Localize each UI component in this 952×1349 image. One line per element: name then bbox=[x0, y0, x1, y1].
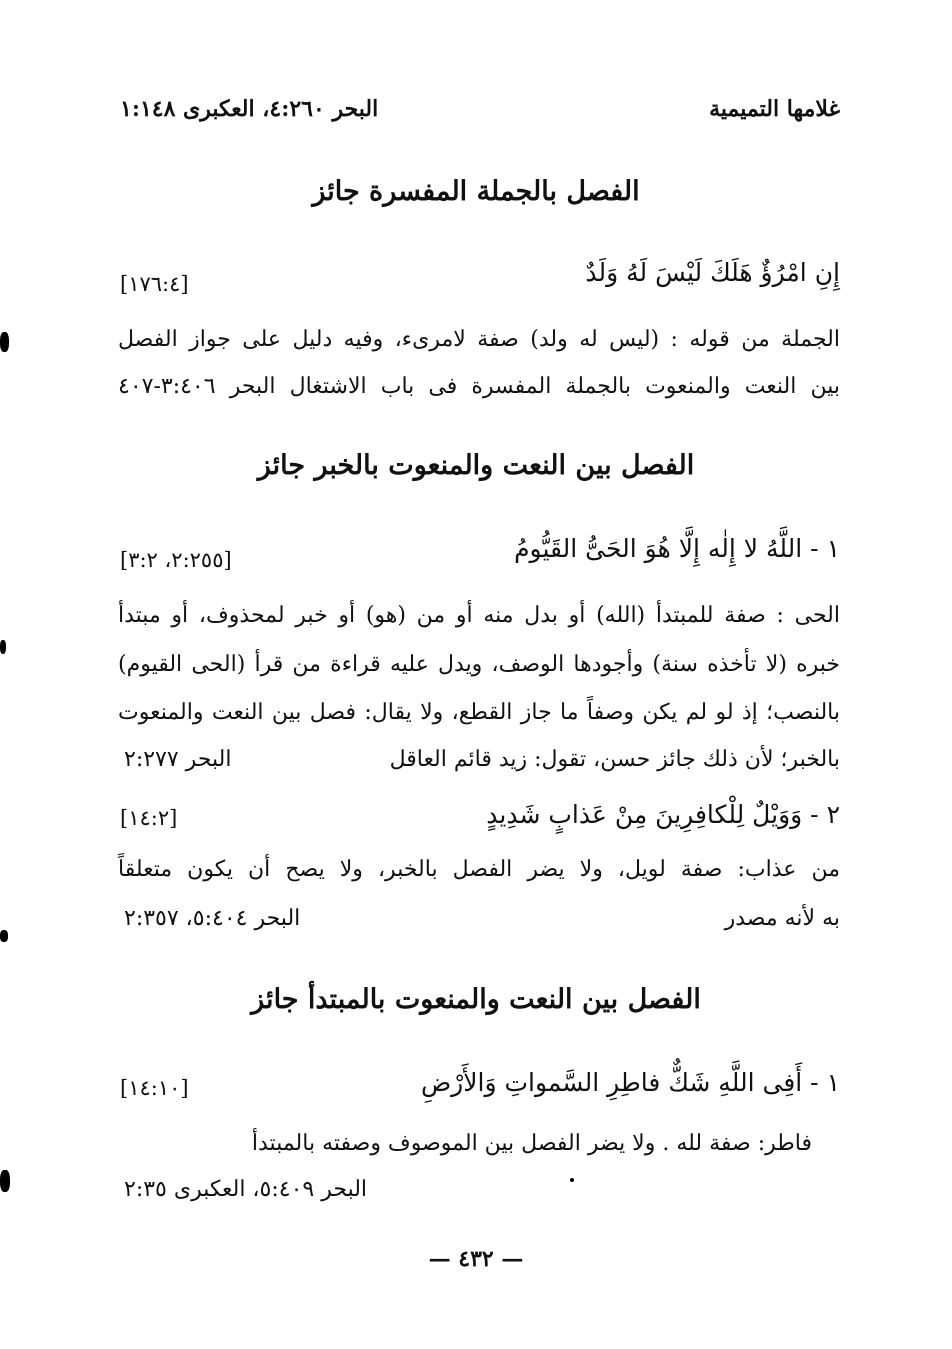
commentary-line: الحى : صفة للمبتدأ (الله) أو بدل منه أو من (هو) أو خبر لمحذوف، أو مبتدأ bbox=[118, 603, 840, 628]
section-title: الفصل بين النعت والمنعوت بالخبر جائز bbox=[257, 450, 695, 481]
commentary-line: به لأنه مصدر bbox=[724, 906, 840, 931]
scan-artifact bbox=[0, 930, 8, 942]
section-title: الفصل بين النعت والمنعوت بالمبتدأ جائز bbox=[251, 984, 701, 1015]
commentary-line: فاطر: صفة لله . ولا يضر الفصل بين الموصوف وصفته بالمبتدأ bbox=[251, 1131, 812, 1156]
verse: ١ - أَفِى اللَّهِ شَكٌّ فاطِرِ السَّمواتِ وَالأَرْضِ bbox=[420, 1068, 840, 1097]
commentary-line: من عذاب: صفة لويل، ولا يضر الفصل بالخبر، ولا يصح أن يكون متعلقاً bbox=[118, 857, 840, 882]
header-reference: البحر ٤:٢٦٠، العكبرى ١:١٤٨ bbox=[120, 96, 379, 122]
verse: ١ - اللَّهُ لا إِلٰه إِلَّا هُوَ الحَىُّ القَيُّومُ bbox=[514, 534, 840, 563]
header-title: غلامها التميمية bbox=[709, 96, 840, 122]
commentary-line: بين النعت والمنعوت بالجملة المفسرة فى باب الاشتغال البحر ٣:٤٠٦-٤٠٧ bbox=[118, 374, 840, 399]
source-citation: البحر ٥:٤٠٤، ٢:٣٥٧ bbox=[124, 906, 301, 931]
commentary-line: بالنصب؛ إذ لو لم يكن وصفاً ما جاز القطع، ولا يقال: فصل بين النعت والمنعوت bbox=[118, 700, 840, 725]
scan-artifact bbox=[0, 1170, 10, 1192]
scan-artifact bbox=[0, 332, 9, 352]
commentary-line: خبره (لا تأخذه سنة) وأجودها الوصف، ويدل عليه قراءة من قرأ (الحى القيوم) bbox=[118, 652, 840, 677]
commentary-line: بالخبر؛ لأن ذلك جائز حسن، تقول: زيد قائم العاقل bbox=[389, 747, 840, 772]
verse: ٢ - وَوَيْلٌ لِلْكافِرِينَ مِنْ عَذابٍ شَدِيدٍ bbox=[486, 800, 840, 829]
verse-reference: [١٤:١٠] bbox=[120, 1076, 189, 1100]
scan-artifact bbox=[0, 640, 6, 654]
section-title: الفصل بالجملة المفسرة جائز bbox=[312, 176, 640, 207]
verse-reference: [١٧٦:٤] bbox=[120, 272, 189, 296]
source-citation: البحر ٢:٢٧٧ bbox=[124, 747, 232, 772]
page-number: — ٤٣٢ — bbox=[428, 1246, 524, 1272]
commentary-line: الجملة من قوله : (ليس له ولد) صفة لامرىء، وفيه دليل على جواز الفصل bbox=[118, 327, 840, 352]
verse-reference: [٢:٢٥٥، ٣:٢] bbox=[120, 548, 232, 572]
source-citation: البحر ٥:٤٠٩، العكبرى ٢:٣٥ bbox=[124, 1177, 368, 1202]
scan-artifact bbox=[570, 1178, 574, 1182]
verse-reference: [١٤:٢] bbox=[120, 806, 178, 830]
verse: إِنِ امْرُؤٌ هَلَكَ لَيْسَ لَهُ وَلَدٌ bbox=[585, 258, 840, 287]
